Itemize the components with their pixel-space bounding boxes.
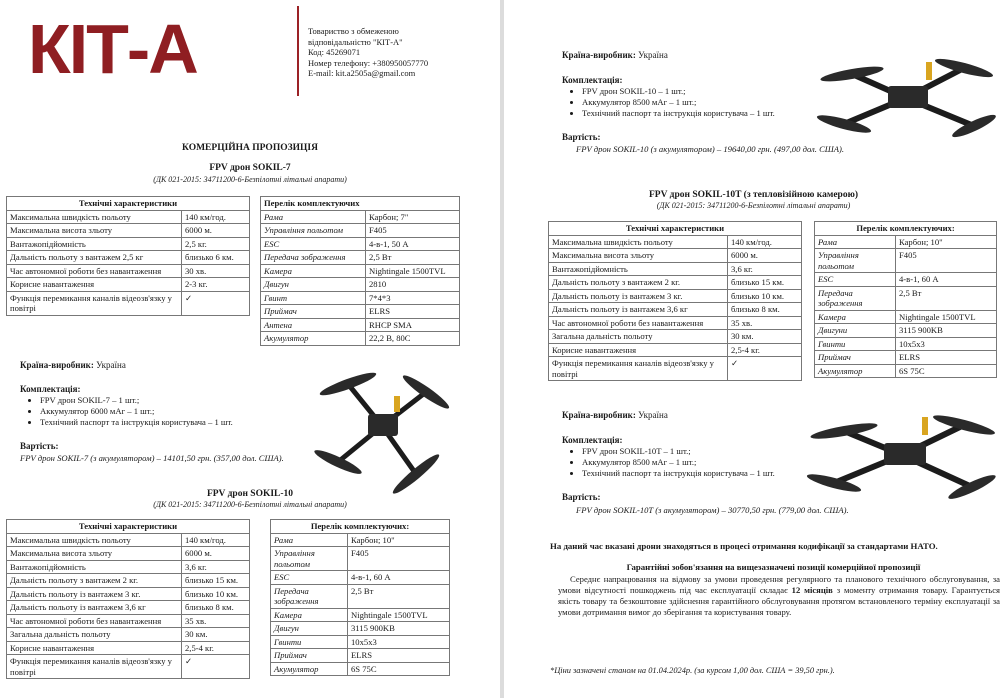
part-name: Управління польотом [815, 249, 896, 273]
spec-name: Дальність польоту з вантажем 2,5 кг [7, 251, 182, 265]
table-row [271, 662, 450, 676]
spec-value: 140 км/год. [182, 533, 250, 547]
list-item: • FPV дрон SOKIL-10 – 1 шт.; [582, 86, 852, 97]
table-row [261, 237, 460, 251]
table-row [549, 343, 802, 357]
table-row [7, 291, 250, 315]
specs-table-sokil10t [548, 221, 802, 381]
spec-name: Функція перемикання каналів відеозв'язку у повітрі [549, 357, 728, 381]
table-row [261, 264, 460, 278]
specs-header: Технічні характеристики [549, 222, 802, 236]
company-details [308, 26, 428, 79]
warranty-title: Гарантійні зобов'язання на вищезазначені позиції комерційної пропозиції [626, 562, 921, 572]
spec-value: 140 км/год. [728, 235, 802, 249]
table-row [7, 628, 250, 642]
country-value: Україна [638, 50, 668, 60]
spec-value: 30 км. [182, 628, 250, 642]
spec-value: 35 хв. [182, 614, 250, 628]
table-row [7, 601, 250, 615]
kit-list [20, 395, 320, 428]
table-row [815, 273, 997, 287]
table-row [7, 614, 250, 628]
part-name: Приймач [815, 351, 896, 365]
list-item: • Аккумулятор 6000 мАг – 1 шт.; [40, 406, 320, 417]
specs-table-sokil10 [6, 519, 250, 679]
document-page-left [0, 0, 500, 698]
table-row [261, 210, 460, 224]
table-row [261, 318, 460, 332]
part-value: 3115 900KB [896, 324, 997, 338]
table-row [271, 608, 450, 622]
parts-table-sokil10 [270, 519, 450, 676]
drone-sokil10t-image [804, 395, 999, 510]
drone-sokil10-image [814, 40, 999, 150]
spec-value: 2,5 кг. [182, 237, 250, 251]
drone-sokil7-image [308, 362, 456, 494]
table-row [815, 337, 997, 351]
product-title: FPV дрон SOKIL-7 [209, 163, 291, 173]
spec-name: Функція перемикання каналів відеозв'язку у повітрі [7, 291, 182, 315]
product-title: FPV дрон SOKIL-10 [206, 489, 294, 499]
parts-header: Перелік комплектуючих: [815, 222, 997, 236]
list-item: • Технічний паспорт та інструкція користувача – 1 шт. [582, 108, 852, 119]
spec-value: близько 10 км. [182, 587, 250, 601]
specs-header: Технічні характеристики [7, 520, 250, 534]
country-value: Україна [96, 360, 126, 370]
kit-label: Комплектація: [20, 384, 81, 394]
part-name: Камера [261, 264, 366, 278]
spec-name: Максимальна висота зльоту [549, 249, 728, 263]
part-name: Управління польотом [271, 547, 348, 571]
document-page-right [504, 0, 1003, 698]
part-value: 22,2 В, 80С [366, 332, 460, 346]
warranty-term: 12 місяців [791, 585, 833, 595]
table-row [7, 264, 250, 278]
parts-table-sokil10t [814, 221, 997, 378]
product-dk-code: (ДК 021-2015: 34711200-6-Безпілотні літальні апарати) [153, 500, 347, 509]
country-label: Країна-виробник: [20, 360, 94, 370]
list-item: • Аккумулятор 8500 мАг – 1 шт.; [582, 457, 852, 468]
spec-value: 6000 м. [182, 547, 250, 561]
country-line [562, 50, 668, 60]
country-label: Країна-виробник: [562, 50, 636, 60]
spec-name: Вантажопідйомність [549, 262, 728, 276]
part-value: 4-в-1, 60 А [896, 273, 997, 287]
kit-label: Комплектація: [562, 75, 623, 85]
table-row [7, 641, 250, 655]
spec-value: 140 км/год. [182, 210, 250, 224]
spec-value: 2,5-4 кг. [728, 343, 802, 357]
spec-value: ✓ [182, 291, 250, 315]
part-name: Приймач [261, 305, 366, 319]
list-item: • Технічний паспорт та інструкція користувача – 1 шт. [582, 468, 852, 479]
part-value: F405 [348, 547, 450, 571]
nato-note: На даний час вказані дрони знаходяться в процесі отримання кодифікації за стандартами НАТО. [550, 541, 938, 551]
part-name: Антена [261, 318, 366, 332]
part-value: F405 [366, 224, 460, 238]
product-dk-code: (ДК 021-2015: 34711200-6-Безпілотні літальні апарати) [656, 201, 851, 210]
spec-name: Функція перемикання каналів відеозв'язку у повітрі [7, 655, 182, 679]
part-name: Камера [271, 608, 348, 622]
table-row [271, 547, 450, 571]
country-label: Країна-виробник: [562, 410, 636, 420]
spec-name: Дальність польоту із вантажем 3,6 кг [549, 303, 728, 317]
part-name: Акумулятор [815, 364, 896, 378]
part-value: 2,5 Вт [896, 286, 997, 310]
table-row [549, 262, 802, 276]
part-value: F405 [896, 249, 997, 273]
part-value: Nightingale 1500TVL [366, 264, 460, 278]
spec-name: Час автономної роботи без навантаження [7, 614, 182, 628]
table-row [261, 291, 460, 305]
table-row [815, 364, 997, 378]
product-title: FPV дрон SOKIL-10T (з тепловізійною камерою) [649, 190, 858, 200]
price-text: FPV дрон SOKIL-10T (з акумулятором) – 30770,50 грн. (779,00 дол. США). [576, 505, 849, 515]
table-row [271, 622, 450, 636]
price-text: FPV дрон SOKIL-10 (з акумулятором) – 19640,00 грн. (497,00 дол. США). [576, 144, 845, 154]
part-name: ESC [815, 273, 896, 287]
table-row [261, 224, 460, 238]
table-row [815, 249, 997, 273]
table-row [815, 286, 997, 310]
table-row [271, 571, 450, 585]
spec-value: ✓ [182, 655, 250, 679]
spec-value: 3,6 кг. [728, 262, 802, 276]
table-row [7, 574, 250, 588]
spec-name: Максимальна швидкість польоту [549, 235, 728, 249]
part-value: Карбон; 10" [348, 533, 450, 547]
table-row [549, 235, 802, 249]
spec-name: Корисне навантаження [7, 641, 182, 655]
part-name: Акумулятор [261, 332, 366, 346]
spec-name: Дальність польоту з вантажем 2 кг. [549, 276, 728, 290]
list-item: • Аккумулятор 8500 мАг – 1 шт.; [582, 97, 852, 108]
part-name: Двигуни [815, 324, 896, 338]
parts-table-sokil7 [260, 196, 460, 346]
table-row [7, 547, 250, 561]
spec-value: близько 8 км. [182, 601, 250, 615]
part-value: 4-в-1, 60 А [348, 571, 450, 585]
table-row [271, 635, 450, 649]
table-row [261, 278, 460, 292]
company-line: відповідальністю "КІТ-А" [308, 36, 403, 47]
kit-label: Комплектація: [562, 435, 623, 445]
kit-list [562, 86, 852, 119]
table-row [549, 316, 802, 330]
part-name: ESC [271, 571, 348, 585]
offer-title: КОМЕРЦІЙНА ПРОПОЗИЦІЯ [182, 143, 318, 153]
country-line [20, 360, 126, 370]
part-value: Карбон; 7" [366, 210, 460, 224]
part-name: Акумулятор [271, 662, 348, 676]
spec-name: Вантажопідйомність [7, 237, 182, 251]
spec-name: Максимальна швидкість польоту [7, 210, 182, 224]
table-row [549, 357, 802, 381]
spec-name: Час автономної роботи без навантаження [7, 264, 182, 278]
part-name: Управління польотом [261, 224, 366, 238]
warranty-text-part: Середнє напрацювання на відмову за умови проведення регулярного та планового технічного обслуговування, за умови відсутності пошкоджень під час експлуатації складає [558, 574, 1000, 595]
spec-value: близько 10 км. [728, 289, 802, 303]
spec-name: Максимальна висота зльоту [7, 224, 182, 238]
part-name: Передача зображення [261, 251, 366, 265]
part-value: Nightingale 1500TVL [896, 310, 997, 324]
spec-name: Дальність польоту із вантажем 3,6 кг [7, 601, 182, 615]
spec-value: 2,5-4 кг. [182, 641, 250, 655]
table-row [815, 351, 997, 365]
part-name: Передача зображення [815, 286, 896, 310]
part-value: Nightingale 1500TVL [348, 608, 450, 622]
part-value: ELRS [366, 305, 460, 319]
table-row [261, 251, 460, 265]
spec-value: близько 15 км. [182, 574, 250, 588]
table-row [549, 330, 802, 344]
part-value: 10x5x3 [348, 635, 450, 649]
company-line: Код: 45269071 [308, 47, 361, 57]
country-value: Україна [638, 410, 668, 420]
part-value: 6S 75С [348, 662, 450, 676]
spec-name: Корисне навантаження [7, 278, 182, 292]
table-row [815, 235, 997, 249]
company-line: E-mail: kit.a2505a@gmail.com [308, 68, 416, 78]
part-value: ELRS [348, 649, 450, 663]
table-row [7, 533, 250, 547]
price-label: Вартість: [562, 492, 601, 502]
spec-name: Загальна дальність польоту [549, 330, 728, 344]
table-row [271, 649, 450, 663]
table-row [549, 276, 802, 290]
table-row [271, 584, 450, 608]
table-row [549, 303, 802, 317]
part-value: Карбон; 10" [896, 235, 997, 249]
table-row [7, 210, 250, 224]
part-name: Приймач [271, 649, 348, 663]
spec-value: 3,6 кг. [182, 560, 250, 574]
part-name: Двигун [271, 622, 348, 636]
warranty-text-part: з моменту отримання товару. Гарантується якість товару та безкоштовне здійснення гарантійного обслуговування протягом встановленого терміну експлуатації за умови дотримання вимог до зберігання та користування товару. [558, 585, 1000, 617]
company-logo: КІТ-А [28, 10, 197, 88]
part-value: 6S 75С [896, 364, 997, 378]
spec-value: ✓ [728, 357, 802, 381]
header-divider [297, 6, 299, 96]
spec-name: Дальність польоту з вантажем 2 кг. [7, 574, 182, 588]
spec-value: близько 8 км. [728, 303, 802, 317]
part-value: 2,5 Вт [366, 251, 460, 265]
part-value: 10x5x3 [896, 337, 997, 351]
spec-name: Вантажопідйомність [7, 560, 182, 574]
part-value: 7*4*3 [366, 291, 460, 305]
specs-header: Технічні характеристики [7, 197, 250, 211]
part-name: Рама [271, 533, 348, 547]
price-label: Вартість: [20, 441, 59, 451]
table-row [7, 655, 250, 679]
spec-name: Час автономної роботи без навантаження [549, 316, 728, 330]
part-name: Гвинти [815, 337, 896, 351]
part-name: Гвинти [271, 635, 348, 649]
spec-name: Максимальна висота зльоту [7, 547, 182, 561]
list-item: • FPV дрон SOKIL-7 – 1 шт.; [40, 395, 320, 406]
part-value: 2810 [366, 278, 460, 292]
price-label: Вартість: [562, 132, 601, 142]
table-row [261, 305, 460, 319]
parts-header: Перелік комплектуючих: [271, 520, 450, 534]
part-value: ELRS [896, 351, 997, 365]
company-line: Номер телефону: +380950057770 [308, 57, 429, 68]
spec-name: Дальність польоту із вантажем 3 кг. [549, 289, 728, 303]
part-value: RHCP SMA [366, 318, 460, 332]
spec-value: близько 6 км. [182, 251, 250, 265]
spec-name: Корисне навантаження [549, 343, 728, 357]
price-text: FPV дрон SOKIL-7 (з акумулятором) – 14101,50 грн. (357,00 дол. США). [20, 453, 284, 463]
part-value: 3115 900KB [348, 622, 450, 636]
spec-name: Дальність польоту із вантажем 3 кг. [7, 587, 182, 601]
table-row [815, 310, 997, 324]
part-name: Гвинт [261, 291, 366, 305]
table-row [7, 251, 250, 265]
parts-header: Перелік комплектуючих [261, 197, 460, 211]
table-row [815, 324, 997, 338]
price-footnote: *Ціни зазначені станом на 01.04.2024р. (за курсом 1,00 дол. США = 39,50 грн.). [550, 666, 835, 675]
table-row [549, 249, 802, 263]
spec-value: 2-3 кг. [182, 278, 250, 292]
table-row [7, 587, 250, 601]
warranty-text [558, 574, 1000, 618]
table-row [7, 237, 250, 251]
spec-value: 35 хв. [728, 316, 802, 330]
list-item: • FPV дрон SOKIL-10T – 1 шт.; [582, 446, 852, 457]
spec-value: близько 15 км. [728, 276, 802, 290]
list-item: • Технічний паспорт та інструкція користувача – 1 шт. [40, 417, 320, 428]
part-name: ESC [261, 237, 366, 251]
spec-value: 6000 м. [728, 249, 802, 263]
spec-name: Максимальна швидкість польоту [7, 533, 182, 547]
spec-value: 30 км. [728, 330, 802, 344]
table-row [549, 289, 802, 303]
table-row [271, 533, 450, 547]
table-row [261, 332, 460, 346]
product-dk-code: (ДК 021-2015: 34711200-6-Безпілотні літальні апарати) [153, 175, 347, 184]
part-name: Рама [815, 235, 896, 249]
part-value: 2,5 Вт [348, 584, 450, 608]
spec-value: 30 хв. [182, 264, 250, 278]
specs-table-sokil7 [6, 196, 250, 316]
part-value: 4-в-1, 50 A [366, 237, 460, 251]
part-name: Передача зображення [271, 584, 348, 608]
company-line: Товариство з обмеженою [308, 26, 399, 36]
table-row [7, 560, 250, 574]
part-name: Двигун [261, 278, 366, 292]
table-row [7, 224, 250, 238]
spec-value: 6000 м. [182, 224, 250, 238]
part-name: Камера [815, 310, 896, 324]
country-line [562, 410, 668, 420]
table-row [7, 278, 250, 292]
part-name: Рама [261, 210, 366, 224]
spec-name: Загальна дальність польоту [7, 628, 182, 642]
